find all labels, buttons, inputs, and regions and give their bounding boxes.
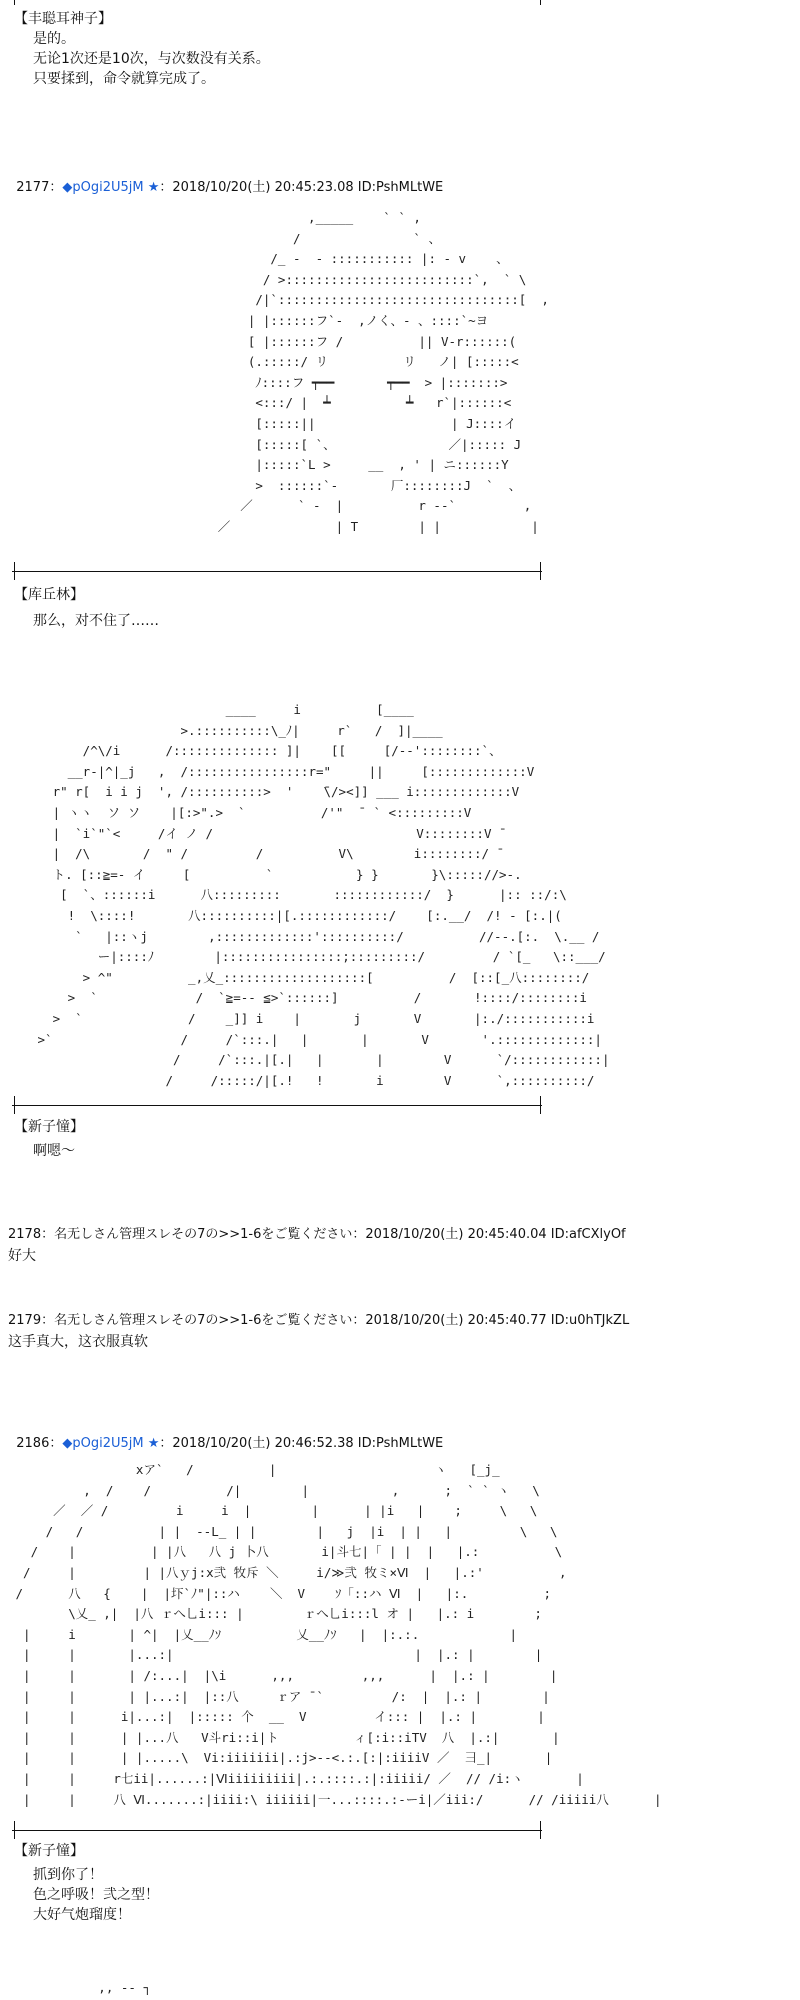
- poster-trip-link[interactable]: ◆pOgi2U5jM ★: [62, 180, 160, 195]
- dialog-line: 只要揉到，命令就算完成了。: [33, 71, 215, 87]
- dialog-line: 抓到你了！: [33, 1867, 103, 1883]
- post-meta: ：2018/10/20(土) 20:45:23.08 ID:PshMLtWE: [159, 180, 444, 195]
- ascii-ruler: [12, 571, 542, 572]
- ascii-art-1: ,_____ ` ` , / ` 、 /_ - - ::::::::::: |: - v 、 / >:::::::::::::::::::::::::`, ` \ /|`::::::::::::::::::::::::::::::::[ , | |::::::フ`- ,ノく、- 、::::`~ヨ [ |::::::フ / || V-r::::::( (.:::::/ リ リ ノ| [:::::< ﾉ::::フ ┯━━ ┯━━ > |:::::::> <:::/ | ┷ ┷ r`|::::::< [:::::|| | J::::イ [:::::[ `、 ／|::::: J |:::::`L > __ , ' | ニ::::::Y > ::::::`- 厂::::::::J ` 、 ／ ` - | r --` , ／ | T | | |: [217, 210, 549, 534]
- ruler-tick: [14, 1821, 15, 1839]
- dialog-line: 大好气炮瑠度！: [33, 1907, 131, 1923]
- post-number: 2186：: [16, 1436, 63, 1451]
- ascii-art-4-partial: ,, -- ┐: [8, 1980, 151, 1995]
- top-ruler-tick-left: [14, 0, 15, 5]
- speaker-label: 【新子憧】: [14, 1843, 84, 1859]
- post-header-2178: 2178：名无しさん管理スレその7の>>1-6をご覧ください：2018/10/20(土) 20:45:40.04 ID:afCXlyOf: [8, 1227, 626, 1242]
- ascii-art-2: ____ i [____ >.::::::::::\_ﾉ| r` / ]|____ /^\/i /:::::::::::::: ]| [[ [/--'::::::::`、 __r-|^|_j , /::::::::::::::::r=" || [:::::::::::::V r" r[ i i j ', /::::::::::> ' ̄\/><]] ___ i:::::::::::::V | ヽヽ ソ ソ |[:>".> ` /'" ̄ ` <:::::::::V | `i`"`< /イ ノ / V::::::::V ̄ | /\ / " / / V\ i::::::::/ ̄ ト. [::≧=- イ [ ` } } }\::::://>-. [ `、::::::i 八::::::::: ::::::::::::/ } |:: ::/:\ ! \::::! 八::::::::::|[.::::::::::::/ [:.__/ /! - [:.|( ` |::ヽj ,:::::::::::::'::::::::::/ //--.[:. \.__ / ー|::::ﾉ |::::::::::::::::;:::::::::/ / `[_ \::___/ > ^" _,乂_:::::::::::::::::::[ / [::[_八::::::::/ > ` / `≧=-- ≦>`::::::] / !::::/::::::::i > ` / _]] i | j V |:./:::::::::::i >` / /`:::.| | | V '.:::::::::::::| / /`:::.|[.| | | V `/::::::::::::| / /:::::/|[.! ! i V `,::::::::::/: [37, 702, 610, 1088]
- dialog-line: 无论1次还是10次，与次数没有关系。: [33, 51, 270, 67]
- post-header-2186: [8, 1420, 443, 1452]
- post-meta: ：2018/10/20(土) 20:46:52.38 ID:PshMLtWE: [159, 1436, 444, 1451]
- dialog-line: 啊嗯～: [33, 1143, 75, 1159]
- speaker-label: 【库丘林】: [14, 587, 84, 603]
- ascii-art-3: xア` / | ヽ [_j_ , / / /| | , ; ` ` ヽ \ ／ ／ / i i | | | |i | ; \ \ / / | | --L_ | | | j |i | | | \ \ / | | |八 八 j 卜八 i|斗七|「 | | | |.: \ / | | |八ｙj:x弐 牧斥 ＼ i/≫弐 牧ミ×Ⅵ | |.:' , / 八 { | |圷`ﾉ"|::ハ ＼ V ｿ「::ハ Ⅵ | |:. ; \乂_ ,| |八 ｒへ乚i::: | ｒへ乚i:::l オ | |.: i ; | i | ^| |乂__ﾉｿ 乂__ﾉｿ | |:.:. | | | |...:| | |.: | | | | | /:...| |\i ,,, ,,, | |.: | | | | | |...:| |::八 ｒア ̄ ` /: | |.: | | | | i|...:| |::::: 个 __ V イ::: | |.: | | | | | |...八 V斗ri::i|ト ィ[:i::iTV 八 |.:| | | | | |.....\ Vi:iiiiiii|.:j>--<.:.[:|:iiiiV ／ 彐_| | | | r七ii|......:|Ⅵiiiiiiiii|.:.::::.:|:iiiii/ ／ // /i:ヽ | | | 八 Ⅵ.......:|iiii:\ iiiiii|一...::::.:-ーi|／iii:/ // /iiiii八 |: [15, 1462, 662, 1807]
- ruler-tick: [14, 1096, 15, 1114]
- post-header-2179: 2179：名无しさん管理スレその7の>>1-6をご覧ください：2018/10/20(土) 20:45:40.77 ID:u0hTJkZL: [8, 1313, 630, 1328]
- ascii-ruler: [12, 1105, 542, 1106]
- dialog-line: 是的。: [33, 31, 75, 47]
- poster-trip-link[interactable]: ◆pOgi2U5jM ★: [62, 1436, 160, 1451]
- post-body: 好大: [8, 1248, 36, 1264]
- ruler-tick: [540, 1821, 541, 1839]
- speaker-label: 【新子憧】: [14, 1119, 84, 1135]
- top-ruler-tick-right: [540, 0, 541, 5]
- post-body: 这手真大，这衣服真软: [8, 1334, 148, 1350]
- dialog-line: 那么，对不住了……: [33, 613, 159, 629]
- ascii-ruler: [12, 1830, 542, 1831]
- ruler-tick: [540, 562, 541, 580]
- speaker-label: 【丰聪耳神子】: [14, 11, 112, 27]
- ruler-tick: [14, 562, 15, 580]
- post-header-2177: [8, 164, 443, 196]
- post-number: 2177：: [16, 180, 63, 195]
- dialog-line: 色之呼吸！弐之型！: [33, 1887, 159, 1903]
- ruler-tick: [540, 1096, 541, 1114]
